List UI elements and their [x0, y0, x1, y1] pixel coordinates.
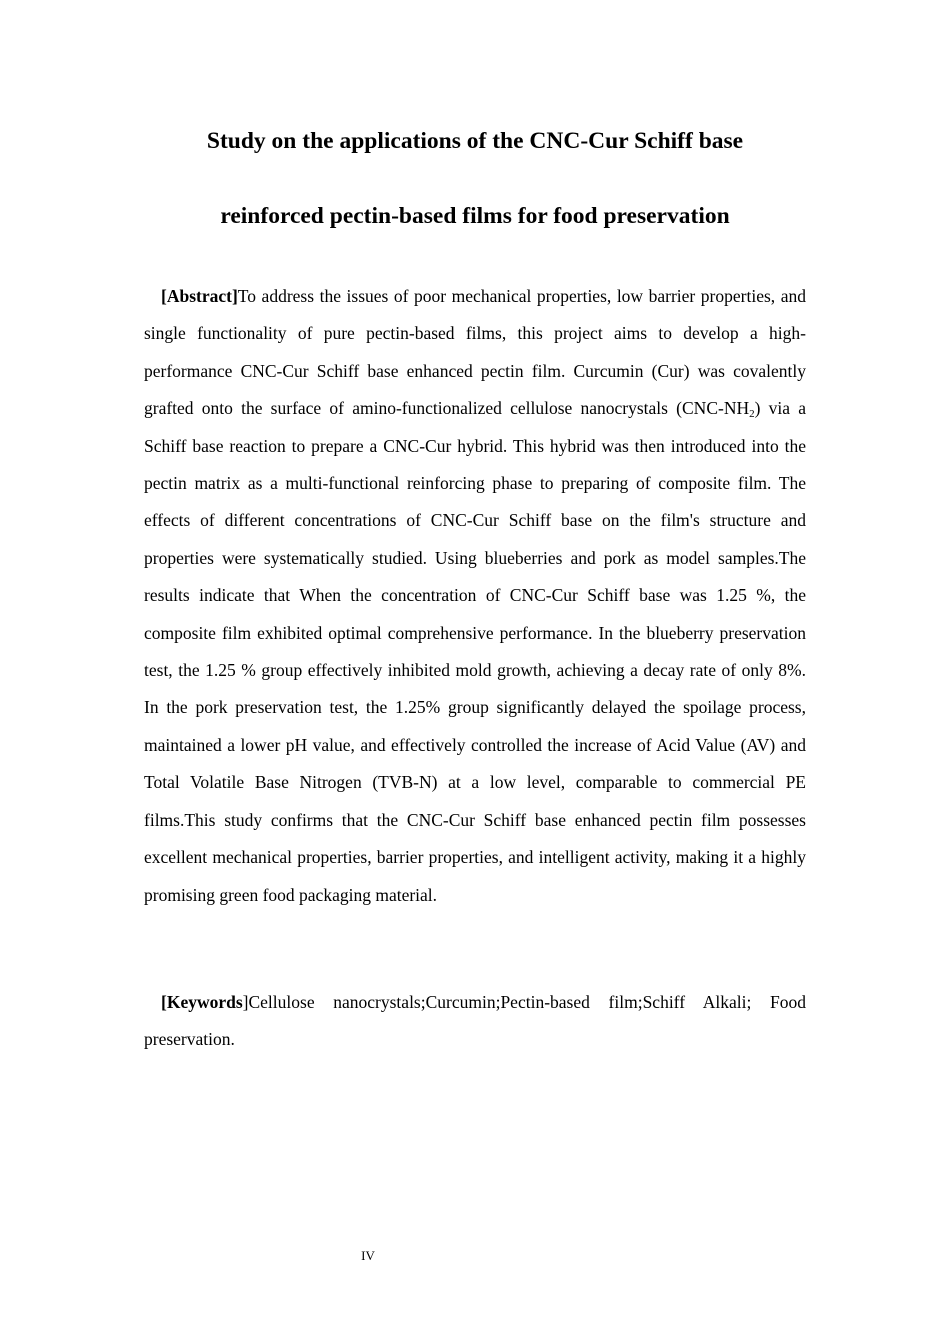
- abstract-label: [Abstract]: [161, 286, 238, 306]
- keywords-text: ]Cellulose nanocrystals;Curcumin;Pectin-based film;Schiff Alkali; Food preservation.: [144, 992, 806, 1050]
- abstract-text-part-1: To address the issues of poor mechanical properties, low barrier properties, and single functionality of pure pectin-based films, this project aims to develop a high-performance CNC-Cur Schiff base enhanced pectin film. Curcumin (Cur) was covalently grafted onto the surface of amino-functionalized cellulose nanocrystals (CNC-NH: [144, 286, 806, 419]
- abstract-text-part-2: ) via a Schiff base reaction to prepare a CNC-Cur hybrid. This hybrid was then introduced into the pectin matrix as a multi-functional reinforcing phase to preparing of composite film. The effects of different concentrations of CNC-Cur Schiff base on the film's structure and properties were systematically studied. Using blueberries and pork as model samples.The results indicate that When the concentration of CNC-Cur Schiff base was 1.25 %, the composite film exhibited optimal comprehensive performance. In the blueberry preservation test, the 1.25 % group effectively inhibited mold growth, achieving a decay rate of only 8%. In the pork preservation test, the 1.25% group significantly delayed the spoilage process, maintained a lower pH value, and effectively controlled the increase of Acid Value (AV) and Total Volatile Base Nitrogen (TVB-N) at a low level, comparable to commercial PE films.This study confirms that the CNC-Cur Schiff base enhanced pectin film possesses excellent mechanical properties, barrier properties, and intelligent activity, making it a highly promising green food packaging material.: [144, 398, 806, 905]
- title-line-2: reinforced pectin-based films for food preservation: [220, 203, 730, 229]
- keywords-paragraph: [144, 984, 806, 1059]
- title-line-1: Study on the applications of the CNC-Cur Schiff base: [206, 128, 744, 154]
- abstract-paragraph: [144, 278, 806, 914]
- abstract-subscript: 2: [749, 408, 755, 421]
- page-number: IV: [361, 1248, 375, 1263]
- keywords-label: [Keywords: [161, 992, 243, 1012]
